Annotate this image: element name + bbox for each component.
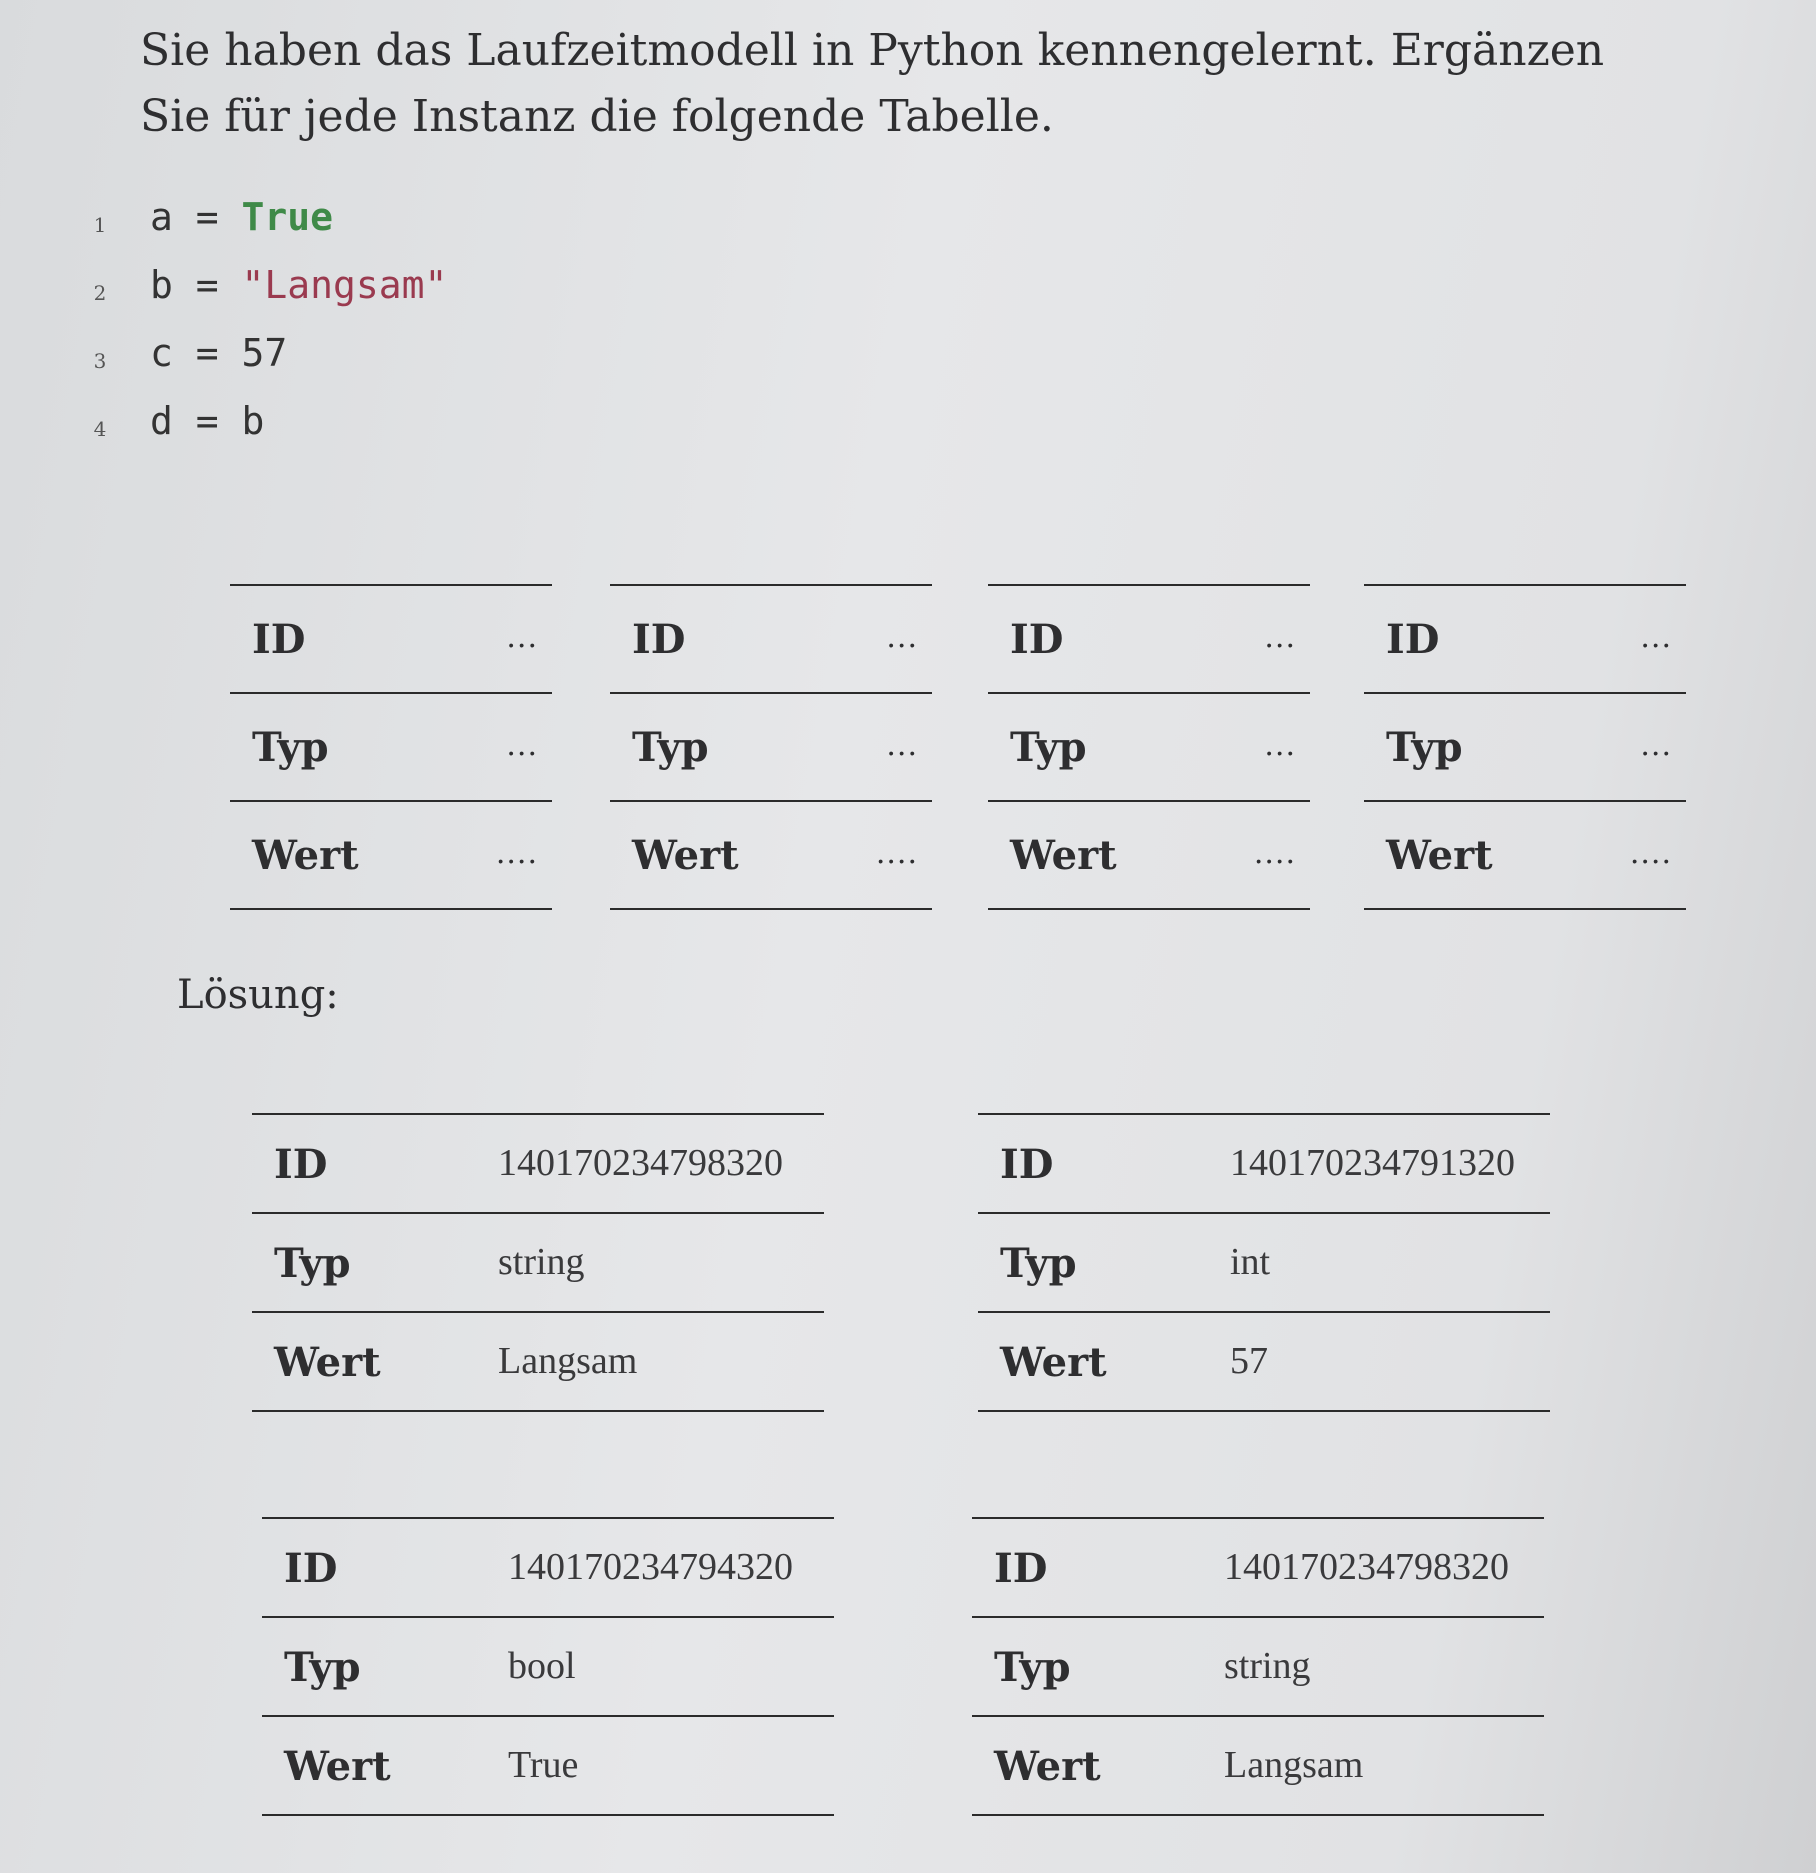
wert-row [988,800,1310,910]
row-value: True [508,1744,579,1786]
blank-placeholder: .... [1253,836,1296,871]
row-label: Typ [274,1240,351,1287]
line-number: 1 [93,213,107,237]
solution-table-4 [972,1517,1544,1816]
row-label: Wert [632,832,739,879]
solution-heading: Lösung: [177,972,339,1018]
code-statement [150,195,333,239]
template-table-1 [230,584,552,910]
row-label: Wert [994,1743,1101,1790]
row-label: ID [632,616,686,663]
code-rhs: b [241,399,265,443]
code-lhs: b = [150,263,242,307]
row-label: Wert [1010,832,1117,879]
row-value: int [1230,1241,1271,1283]
template-table-2 [610,584,932,910]
line-number: 4 [93,417,107,441]
row-label: ID [1386,616,1440,663]
id-row [978,1113,1550,1212]
row-label: Wert [1386,832,1493,879]
id-row [988,584,1310,692]
row-label: Typ [1010,724,1087,771]
blank-placeholder: ... [1264,728,1296,763]
code-statement [150,399,264,443]
wert-row [1364,800,1686,910]
row-value: Langsam [1224,1744,1364,1786]
row-value: 140170234798320 [1224,1546,1509,1588]
row-label: Typ [284,1644,361,1691]
row-label: ID [252,616,306,663]
row-label: Wert [252,832,359,879]
row-value: string [1224,1645,1311,1687]
typ-row [978,1212,1550,1311]
wert-row [262,1715,834,1816]
row-label: Wert [284,1743,391,1790]
typ-row [1364,692,1686,800]
row-label: Typ [994,1644,1071,1691]
row-value: bool [508,1645,576,1687]
row-label: Typ [1386,724,1463,771]
template-table-3 [988,584,1310,910]
typ-row [972,1616,1544,1715]
typ-row [610,692,932,800]
typ-row [230,692,552,800]
typ-row [262,1616,834,1715]
code-statement [150,331,287,375]
blank-placeholder: ... [506,620,538,655]
blank-placeholder: ... [1264,620,1296,655]
blank-placeholder: ... [1640,728,1672,763]
id-row [252,1113,824,1212]
row-label: ID [994,1545,1048,1592]
code-rhs: "Langsam" [241,263,448,307]
code-rhs: True [241,195,334,239]
blank-placeholder: .... [875,836,918,871]
wert-row [230,800,552,910]
task-instruction: Sie haben das Laufzeitmodell in Python kennengelernt. Ergänzen Sie für jede Instanz die folgende Tabelle. [140,25,1605,142]
blank-placeholder: ... [1640,620,1672,655]
row-value: 140170234794320 [508,1546,793,1588]
id-row [230,584,552,692]
typ-row [252,1212,824,1311]
row-label: ID [1010,616,1064,663]
wert-row [610,800,932,910]
row-label: Wert [274,1339,381,1386]
line-number: 3 [93,349,107,373]
row-label: Typ [252,724,329,771]
row-value: 57 [1230,1340,1268,1382]
code-lhs: a = [150,195,242,239]
template-table-4 [1364,584,1686,910]
solution-table-3 [262,1517,834,1816]
id-row [262,1517,834,1616]
wert-row [978,1311,1550,1412]
id-row [972,1517,1544,1616]
id-row [1364,584,1686,692]
id-row [610,584,932,692]
code-statement [150,263,447,307]
blank-placeholder: .... [495,836,538,871]
row-value: string [498,1241,585,1283]
row-value: 140170234798320 [498,1142,783,1184]
wert-row [972,1715,1544,1816]
row-label: Typ [1000,1240,1077,1287]
row-label: ID [284,1545,338,1592]
blank-placeholder: .... [1629,836,1672,871]
solution-table-2 [978,1113,1550,1412]
code-lhs: d = [150,399,242,443]
row-value: 140170234791320 [1230,1142,1515,1184]
row-label: ID [1000,1141,1054,1188]
blank-placeholder: ... [506,728,538,763]
code-lhs: c = [150,331,242,375]
blank-placeholder: ... [886,620,918,655]
wert-row [252,1311,824,1412]
line-number: 2 [93,281,107,305]
row-value: Langsam [498,1340,638,1382]
row-label: Wert [1000,1339,1107,1386]
blank-placeholder: ... [886,728,918,763]
solution-table-1 [252,1113,824,1412]
code-rhs: 57 [241,331,288,375]
row-label: ID [274,1141,328,1188]
typ-row [988,692,1310,800]
row-label: Typ [632,724,709,771]
